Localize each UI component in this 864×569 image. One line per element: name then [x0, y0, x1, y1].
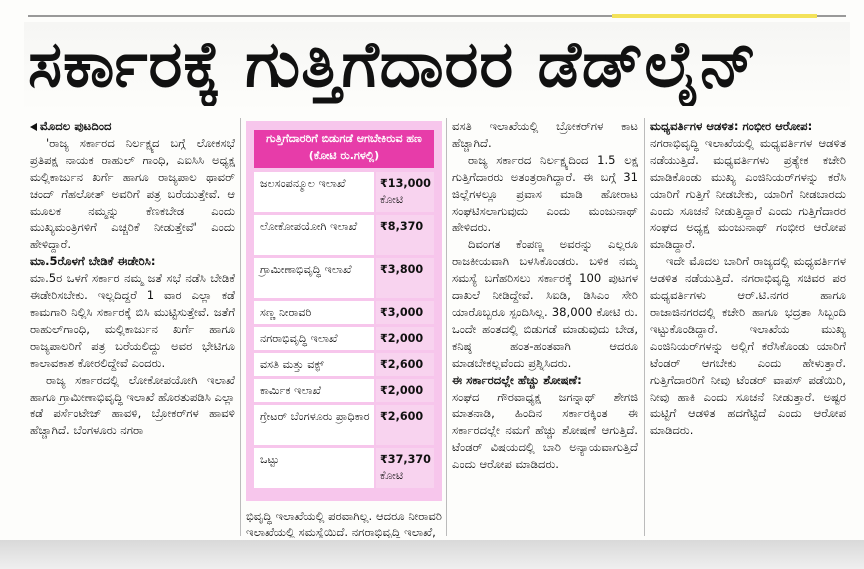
table-row-total [254, 448, 434, 488]
table-amount [376, 172, 434, 212]
table-row [254, 258, 434, 298]
below-table-text: ಭಿವೃದ್ಧಿ ಇಲಾಖೆಯಲ್ಲಿ ಪರವಾಗಿಲ್ಲ. ಆದರೂ ನೀರಾವರಿ ಇಲಾಖೆಯಲ್ಲಿ ಸಮಸ್ಯೆಯಿದೆ. ನಗರಾಭಿವೃದ್ಧಿ ಇಲಾಖೆ, [246, 509, 442, 538]
table-row [254, 215, 434, 255]
arrow-left-icon [30, 123, 37, 131]
top-accent-rule [612, 14, 817, 18]
table-dept: ಒಟ್ಟು [254, 448, 374, 488]
table-amount-unit: ಕೋಟಿ [380, 193, 404, 206]
table-amount-value: ₹8,370 [380, 220, 424, 233]
column-2-paragraph-3: ದಿವಂಗತ ಕೆಂಪಣ್ಣ ಅವರನ್ನು ಎಲ್ಲರೂ ರಾಜಕೀಯವಾಗಿ ಬಳಸಿಕೊಂಡರು. ಬಳಿಕ ನಮ್ಮ ಸಮಸ್ಯೆ ಬಗೆಹರಿಸಲು ಸರ್ಕಾರಕ್ಕೆ 100 ಪುಟಗಳ ದಾಖಲೆ ನೀಡಿದ್ದೇವೆ. ಸಿಐಡಿ, ಡಿಸಿಎಂ ಸೇರಿ ಯಾರೊಬ್ಬರೂ ಸ್ಪಂದಿಸಿಲ್ಲ. 38,000 ಕೋಟಿ ರು. ಒಂದೇ ಹಂತದಲ್ಲಿ ಬಿಡುಗಡೆ ಮಾಡುವುದು ಬೇಡ, ಕನಿಷ್ಠ ಹಂತ-ಹಂತವಾಗಿ ಆದರೂ ಮಾಡಬೇಕಲ್ಲವೆಂದು ಪ್ರಶ್ನಿಸಿದರು. [452, 237, 638, 370]
column-1-paragraph-3: ರಾಜ್ಯ ಸರ್ಕಾರದಲ್ಲಿ ಲೋಕೋಪಯೋಗಿ ಇಲಾಖೆ ಹಾಗೂ ಗ್ರಾಮೀಣಾಭಿವೃದ್ಧಿ ಇಲಾಖೆ ಹೊರತುಪಡಿಸಿ ಎಲ್ಲಾ ಕಡೆ ಪರ್ಸೆಂಟೇಜ್ ಹಾವಳಿ, ಬ್ರೋಕರ್‌ಗಳ ಹಾವಳಿ ಹೆಚ್ಚಾಗಿದೆ. ಬೆಂಗಳೂರು ನಗರಾ [30, 372, 235, 438]
table-amount-value: ₹2,600 [380, 358, 424, 371]
column-2-paragraph-4: ಸಂಘದ ಗೌರವಾಧ್ಯಕ್ಷ ಜಗನ್ನಾಥ್ ಶೇಗಜಿ ಮಾತನಾಡಿ, ಹಿಂದಿನ ಸರ್ಕಾರಕ್ಕಿಂತ ಈ ಸರ್ಕಾರದಲ್ಲೇ ನಮಗೆ ಹೆಚ್ಚು ಶೋಷಣೆ ಆಗುತ್ತಿದೆ. ಟೆಂಡರ್ ವಿಷಯದಲ್ಲಿ ಬಾರಿ ಅನ್ಯಾಯವಾಗುತ್ತಿದೆ ಎಂದು ಆರೋಪ ಮಾಡಿದರು. [452, 389, 638, 472]
table-row [254, 301, 434, 324]
column-1-paragraph-2: ಮಾ.5ರ ಒಳಗೆ ಸರ್ಕಾರ ನಮ್ಮ ಜತೆ ಸಭೆ ನಡೆಸಿ ಬೇಡಿಕೆ ಈಡೇರಿಸಬೇಕು. ಇಲ್ಲದಿದ್ದರೆ 1 ವಾರ ಎಲ್ಲಾ ಕಡೆ ಕಾಮಗಾರಿ ನಿಲ್ಲಿಸಿ ಸರ್ಕಾರಕ್ಕೆ ಬಿಸಿ ಮುಟ್ಟಿಸುತ್ತೇವೆ. ಜತೆಗೆ ರಾಹುಲ್‌ಗಾಂಧಿ, ಮಲ್ಲಿಕಾರ್ಜುನ ಖರ್ಗೆ ಹಾಗೂ ರಾಜ್ಯಪಾಲರಿಗೆ ಪತ್ರ ಬರೆಯಲಿದ್ದು ಅವರ ಭೇಟಿಗೂ ಕಾಲಾವಕಾಶ ಕೋರಲಿದ್ದೇವೆ ಎಂದರು. [30, 271, 235, 370]
dues-table-header: ಗುತ್ತಿಗೆದಾರರಿಗೆ ಬಿಡುಗಡೆ ಆಗಬೇಕಿರುವ ಹಣ (ಕೋಟಿ ರು.ಗಳಲ್ಲಿ) [254, 130, 434, 168]
table-row [254, 172, 434, 212]
continued-from-label [30, 118, 235, 135]
column-1 [30, 118, 235, 536]
continued-from-text: ಮೊದಲ ಪುಟದಿಂದ [40, 119, 112, 133]
table-amount-value: ₹37,370 [380, 453, 431, 466]
table-amount-value: ₹3,800 [380, 263, 424, 276]
table-dept: ನಗರಾಭಿವೃದ್ಧಿ ಇಲಾಖೆ [254, 327, 374, 350]
column-3-paragraph-1: ನಗರಾಭಿವೃದ್ಧಿ ಇಲಾಖೆಯಲ್ಲಿ ಮಧ್ಯವರ್ತಿಗಳ ಆಡಳಿತ ನಡೆಯುತ್ತಿದೆ. ಮಧ್ಯವರ್ತಿಗಳು ಪ್ರತ್ಯೇಕ ಕಚೇರಿ ಮಾಡಿಕೊಂಡು ಮುಖ್ಯ ಎಂಜಿನಿಯರ್‌ಗಳನ್ನು ಕರೆಸಿ ಯಾರಿಗೆ ಗುತ್ತಿಗೆ ನೀಡಬೇಕು, ಯಾರಿಗೆ ನೀಡಬಾರದು ಎಂದು ಸೂಚನೆ ನೀಡುತ್ತಿದ್ದಾರೆ ಎಂದು ಗುತ್ತಿಗೆದಾರರ ಸಂಘದ ಅಧ್ಯಕ್ಷ ಮಂಜುನಾಥ್ ಗಂಭೀರ ಆರೋಪ ಮಾಡಿದ್ದಾರೆ. [650, 135, 846, 252]
table-amount [376, 327, 434, 350]
table-dept: ಗ್ರಾಮೀಣಾಭಿವೃದ್ಧಿ ಇಲಾಖೆ [254, 258, 374, 298]
table-amount [376, 258, 434, 298]
column-1-paragraph-1: 'ರಾಜ್ಯ ಸರ್ಕಾರದ ನಿರ್ಲಕ್ಷ್ಯದ ಬಗ್ಗೆ ಲೋಕಸಭೆ ಪ್ರತಿಪಕ್ಷ ನಾಯಕ ರಾಹುಲ್ ಗಾಂಧಿ, ಎಐಸಿಸಿ ಅಧ್ಯಕ್ಷ ಮಲ್ಲಿಕಾರ್ಜುನ ಖರ್ಗೆ ಹಾಗೂ ರಾಜ್ಯಪಾಲ ಥಾವರ್ ಚಂದ್ ಗೆಹಲೋತ್ ಅವರಿಗೆ ಪತ್ರ ಬರೆಯುತ್ತೇವೆ. ಆ ಮೂಲಕ ನಮ್ಮನ್ನು ಕೆಣಕಬೇಡ ಎಂದು ಮುಖ್ಯಮಂತ್ರಿಗಳಿಗೆ ಎಚ್ಚರಿಕೆ ನೀಡುತ್ತೇವೆ' ಎಂದು ಹೇಳಿದ್ದಾರೆ. [30, 135, 235, 252]
table-amount-value: ₹2,000 [380, 384, 424, 397]
table-dept: ಗ್ರೇಟರ್ ಬೆಂಗಳೂರು ಪ್ರಾಧಿಕಾರ [254, 405, 374, 445]
table-amount-value: ₹13,000 [380, 177, 431, 190]
column-3 [650, 118, 846, 536]
column-2 [452, 118, 638, 536]
table-dept: ಕಾರ್ಮಿಕ ಇಲಾಖೆ [254, 379, 374, 402]
page-shadow [0, 540, 864, 569]
table-row [254, 379, 434, 402]
table-amount-value: ₹2,600 [380, 410, 424, 423]
table-row [254, 327, 434, 350]
table-amount [376, 301, 434, 324]
column-2-paragraph-2: ರಾಜ್ಯ ಸರ್ಕಾರದ ನಿರ್ಲಕ್ಷ್ಯದಿಂದ 1.5 ಲಕ್ಷ ಗುತ್ತಿಗೆದಾರರು ಅತಂತ್ರರಾಗಿದ್ದಾರೆ. ಈ ಬಗ್ಗೆ 31 ಜಿಲ್ಲೆಗಳಲ್ಲೂ ಪ್ರವಾಸ ಮಾಡಿ ಹೋರಾಟ ಸಂಘಟಿಸಲಾಗುವುದು ಎಂದು ಮಂಜುನಾಥ್ ಹೇಳಿದರು. [452, 152, 638, 235]
column-2-paragraph-1: ವಸತಿ ಇಲಾಖೆಯಲ್ಲಿ ಬ್ರೋಕರ್‌ಗಳ ಕಾಟ ಹೆಚ್ಚಾಗಿದೆ. [452, 119, 638, 150]
table-amount [376, 379, 434, 402]
column-3-paragraph-2: ಇದೇ ಮೊದಲ ಬಾರಿಗೆ ರಾಜ್ಯದಲ್ಲಿ ಮಧ್ಯವರ್ತಿಗಳ ಆಡಳಿತ ನಡೆಯುತ್ತಿದೆ. ನಗರಾಭಿವೃದ್ಧಿ ಸಚಿವರ ಪರ ಮಧ್ಯವರ್ತಿಗಳು ಆರ್.ಟಿ.ನಗರ ಹಾಗೂ ರಾಜಾಜಿನಗರದಲ್ಲಿ ಕಚೇರಿ ಹಾಗೂ ಭದ್ರತಾ ಸಿಬ್ಬಂದಿ ಇಟ್ಟುಕೊಂಡಿದ್ದಾರೆ. ಇಲಾಖೆಯ ಮುಖ್ಯ ಎಂಜಿನಿಯರ್‌ಗಳನ್ನು ಅಲ್ಲಿಗೆ ಕರೆಸಿಕೊಂಡು ಯಾರಿಗೆ ಟೆಂಡರ್ ಆಗಬೇಕು ಎಂದು ಹೇಳುತ್ತಾರೆ. ಗುತ್ತಿಗೆದಾರರಿಗೆ ನೀವು ಟೆಂಡರ್ ವಾಪಸ್ ಪಡೆಯಿರಿ, ನೀವು ಹಾಕಿ ಎಂದು ಸೂಚನೆ ನೀಡುತ್ತಾರೆ. ಅಷ್ಟರ ಮಟ್ಟಿಗೆ ಆಡಳಿತ ಹದಗೆಟ್ಟಿದೆ ಎಂದು ಆರೋಪ ಮಾಡಿದರು. [650, 254, 846, 438]
column-2-subheading: ಈ ಸರ್ಕಾರದಲ್ಲೇ ಹೆಚ್ಚು ಶೋಷಣೆ: [452, 372, 582, 387]
table-amount-unit: ಕೋಟಿ [380, 469, 404, 482]
table-amount-value: ₹3,000 [380, 306, 424, 319]
table-dept: ಜಲಸಂಪನ್ಮೂಲ ಇಲಾಖೆ [254, 172, 374, 212]
table-amount [376, 405, 434, 445]
column-3-subheading: ಮಧ್ಯವರ್ತಿಗಳ ಆಡಳಿತ: ಗಂಭೀರ ಆರೋಪ: [650, 119, 813, 133]
column-divider [446, 118, 447, 536]
table-dept: ಸಣ್ಣ ನೀರಾವರಿ [254, 301, 374, 324]
dues-table [246, 121, 442, 501]
table-amount [376, 215, 434, 255]
table-row [254, 405, 434, 445]
table-amount [376, 353, 434, 376]
table-dept: ವಸತಿ ಮತ್ತು ವಕ್ಫ್ [254, 353, 374, 376]
table-dept: ಲೋಕೋಪಯೋಗಿ ಇಲಾಖೆ [254, 215, 374, 255]
headline: ಸರ್ಕಾರಕ್ಕೆ ಗುತ್ತಿಗೆದಾರರ ಡೆಡ್‌ಲೈನ್ [28, 28, 758, 102]
table-row [254, 353, 434, 376]
table-amount [376, 448, 434, 488]
column-divider [240, 118, 241, 536]
table-amount-value: ₹2,000 [380, 332, 424, 345]
column-1-subheading: ಮಾ.5ರೊಳಗೆ ಬೇಡಿಕೆ ಈಡೇರಿಸಿ: [30, 254, 156, 269]
column-divider [644, 118, 645, 536]
